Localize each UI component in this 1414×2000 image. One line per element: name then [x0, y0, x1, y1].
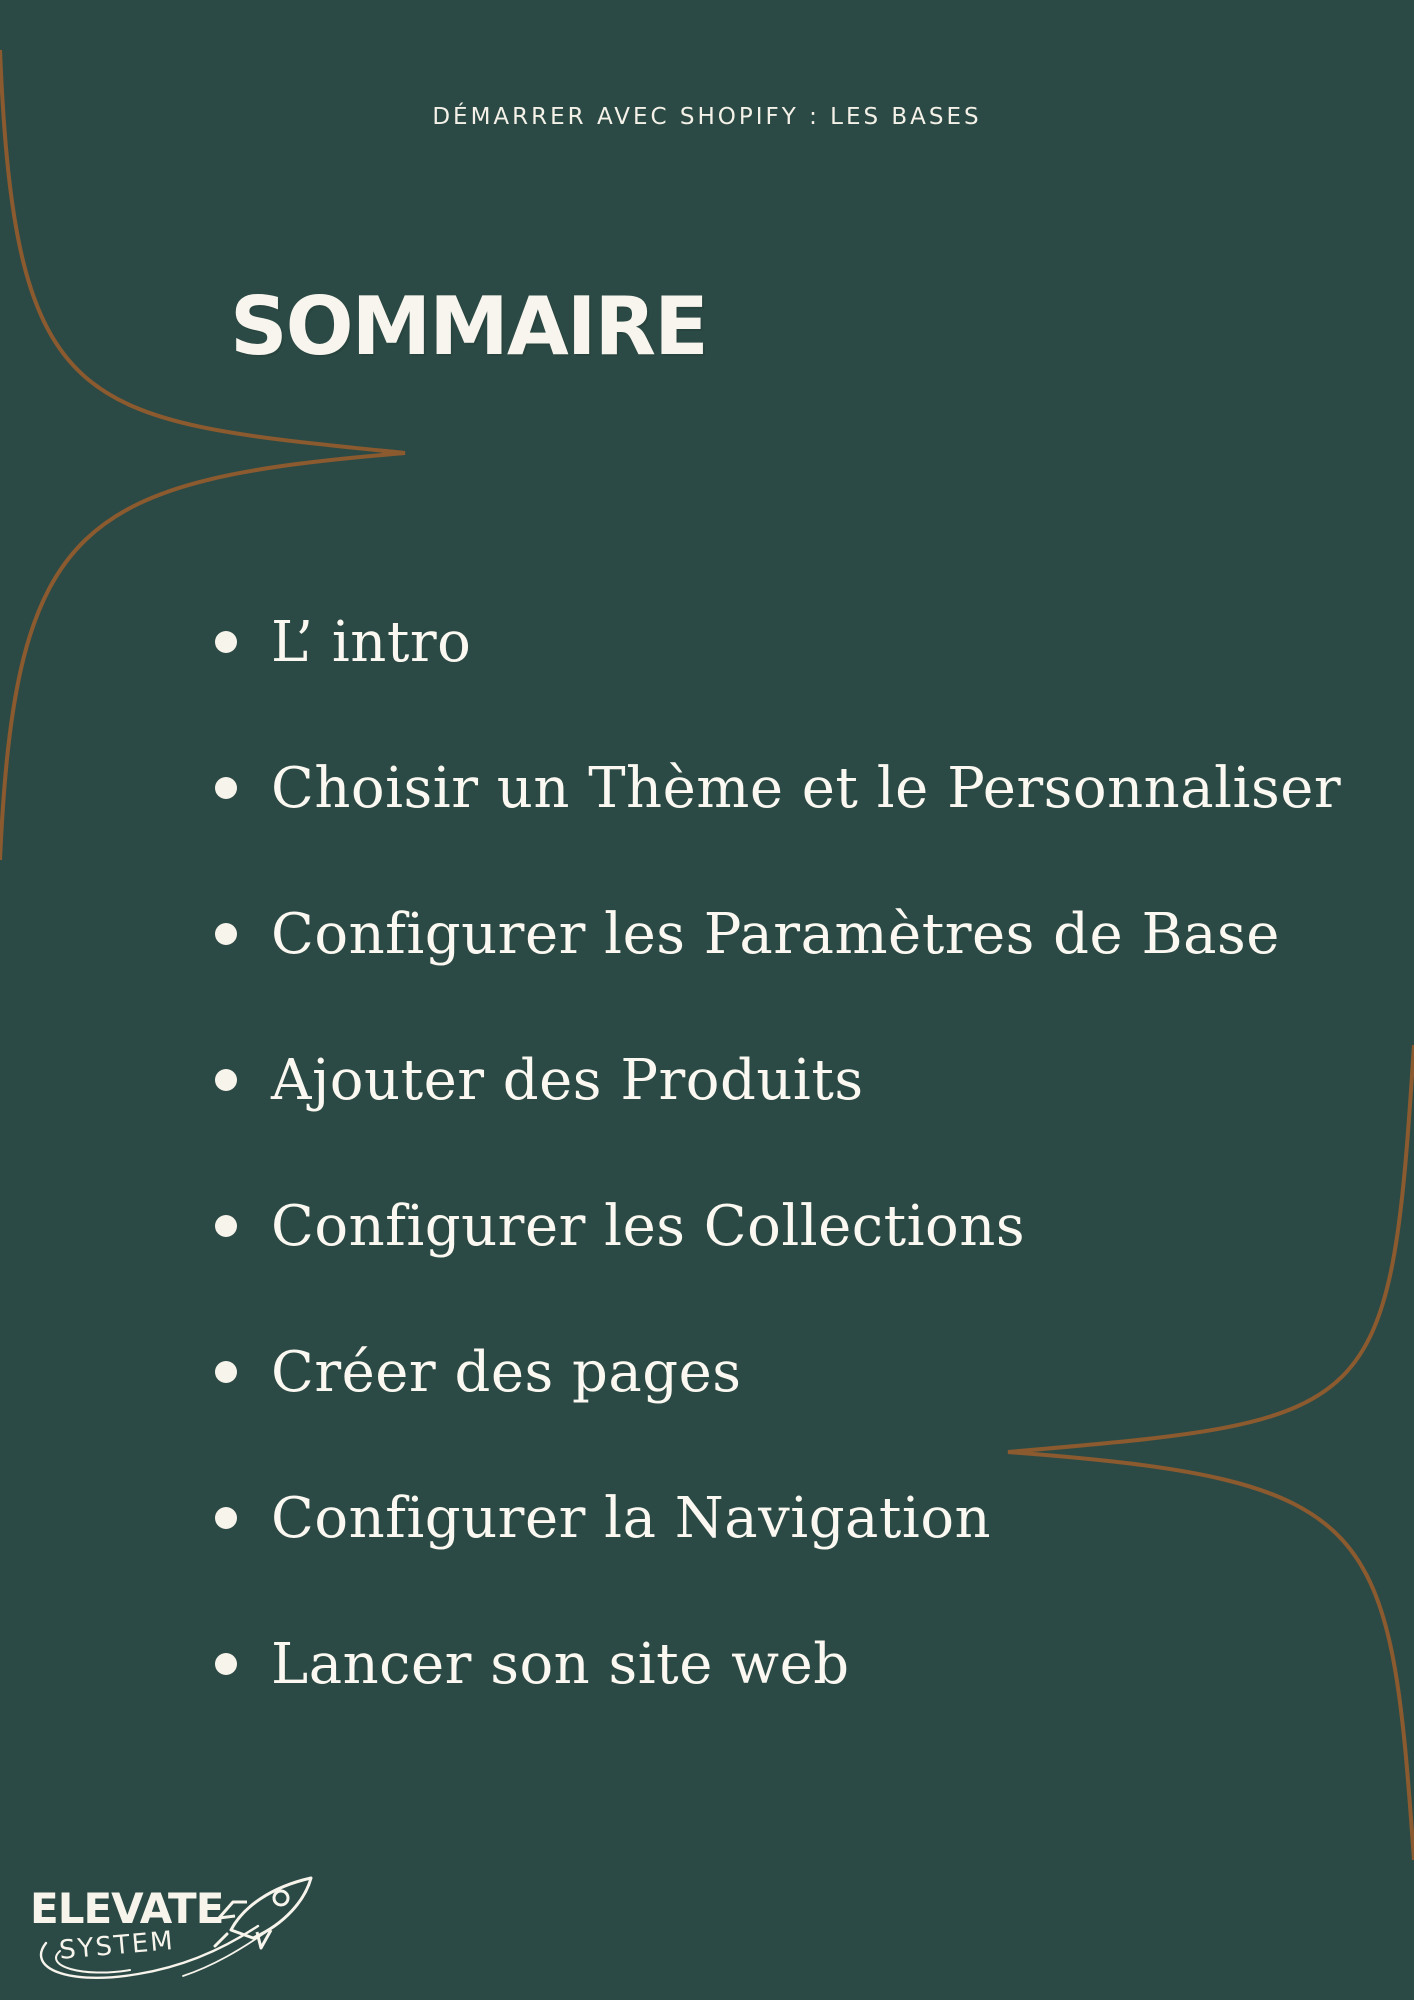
bullet-icon	[215, 631, 237, 653]
bullet-icon	[215, 1361, 237, 1383]
toc-item-label: Configurer la Navigation	[271, 1485, 992, 1551]
bullet-icon	[215, 1653, 237, 1675]
toc-item-label: Ajouter des Produits	[271, 1047, 864, 1113]
bullet-icon	[215, 777, 237, 799]
rocket-icon	[213, 1872, 323, 1952]
toc-item	[215, 602, 471, 682]
toc-item-label: Choisir un Thème et le Personnaliser	[271, 755, 1342, 821]
toc-item	[215, 1332, 741, 1412]
bullet-icon	[215, 1215, 237, 1237]
toc-item	[215, 894, 1280, 974]
toc-item	[215, 748, 1341, 828]
toc-item	[215, 1040, 864, 1120]
toc-item	[215, 1478, 991, 1558]
logo-subtitle: SYSTEM	[58, 1925, 176, 1966]
bullet-icon	[215, 1507, 237, 1529]
logo-name: ELEVATE	[30, 1884, 224, 1933]
elevate-system-logo	[28, 1868, 338, 1988]
toc-item-label: Configurer les Collections	[271, 1193, 1026, 1259]
toc-item-label: Créer des pages	[271, 1339, 742, 1405]
toc-item	[215, 1624, 850, 1704]
bullet-icon	[215, 923, 237, 945]
toc-item	[215, 1186, 1025, 1266]
toc-item-label: Configurer les Paramètres de Base	[271, 901, 1280, 967]
page-title: SOMMAIRE	[230, 280, 707, 373]
document-header: DÉMARRER AVEC SHOPIFY : LES BASES	[432, 104, 982, 130]
bullet-icon	[215, 1069, 237, 1091]
toc-item-label: L’ intro	[271, 609, 472, 675]
toc-item-label: Lancer son site web	[271, 1631, 850, 1697]
